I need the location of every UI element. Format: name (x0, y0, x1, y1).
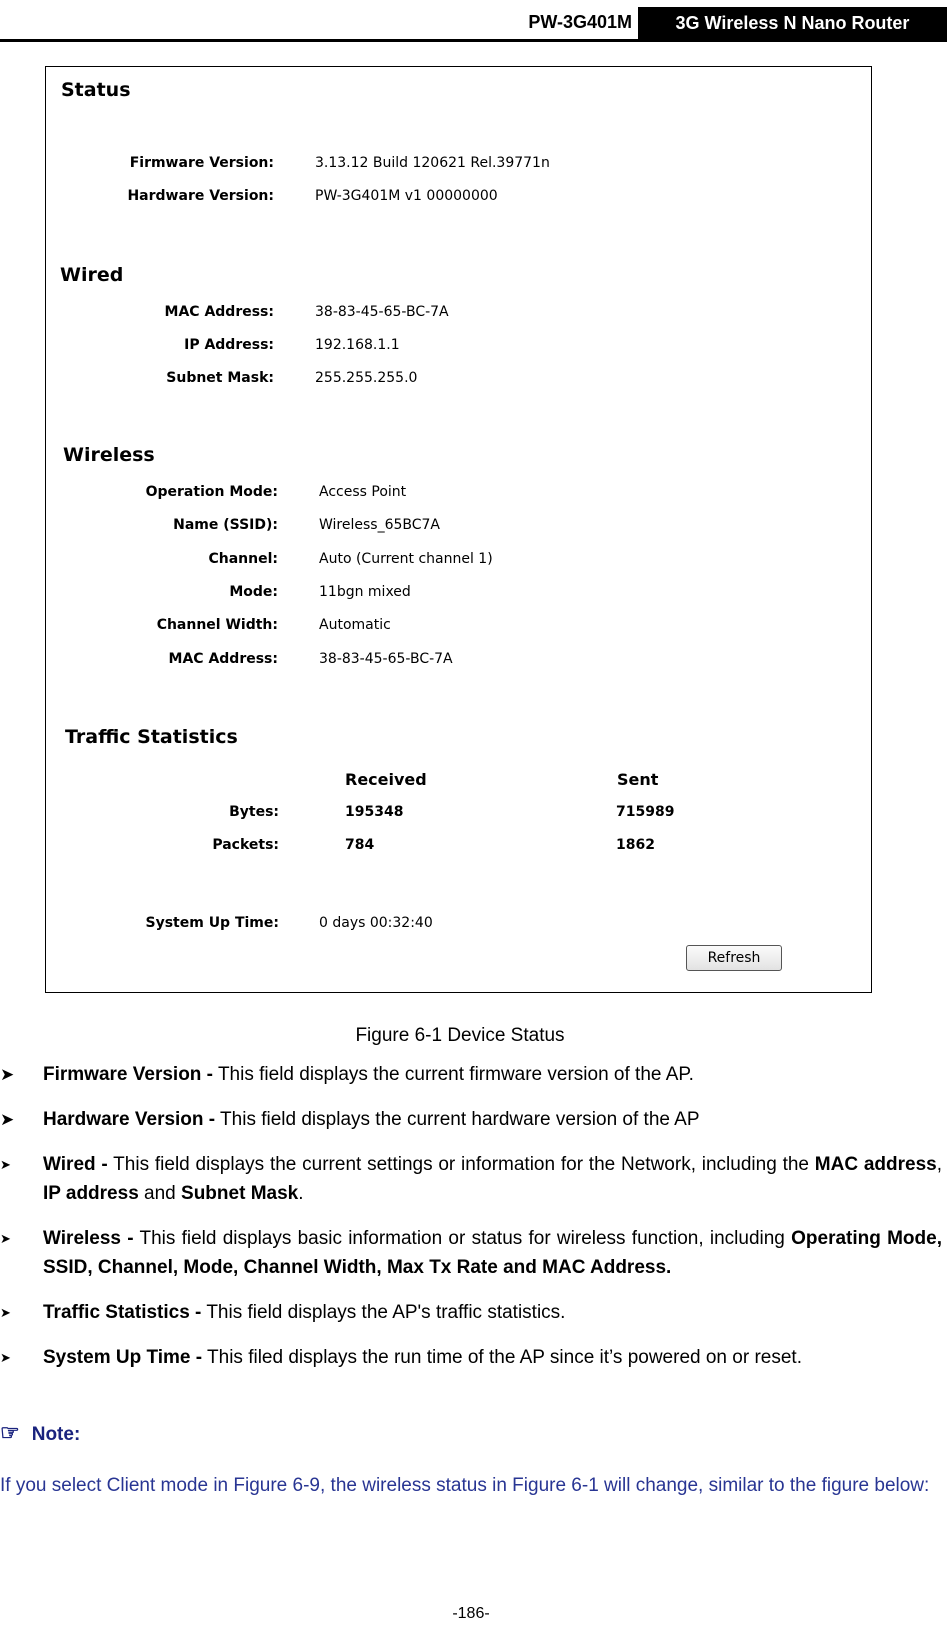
wireless-op-mode-value: Access Point (319, 484, 407, 500)
header-product: 3G Wireless N Nano Router (638, 7, 947, 39)
arrow-bullet-icon: ➤ (0, 1065, 15, 1084)
traffic-bytes-sent: 715989 (616, 804, 675, 820)
status-section-title: Status (61, 79, 131, 101)
firmware-version-value: 3.13.12 Build 120621 Rel.39771n (315, 155, 550, 171)
traffic-received-header: Received (345, 770, 427, 789)
note-heading (0, 1420, 80, 1446)
page-header (0, 0, 947, 42)
bullet-text: This field displays the current hardware version of the AP (215, 1109, 700, 1130)
wireless-mac-value: 38-83-45-65-BC-7A (319, 651, 453, 667)
list-item (0, 1150, 942, 1208)
refresh-button[interactable]: Refresh (686, 945, 782, 971)
arrow-bullet-icon: ➤ (0, 1305, 11, 1320)
header-model: PW-3G401M (528, 12, 632, 32)
page-number: -186- (452, 1605, 490, 1622)
traffic-section-title: Traffic Statistics (65, 726, 238, 748)
traffic-packets-sent: 1862 (616, 837, 655, 853)
bullet-text: This filed displays the run time of the AP since it’s powered on or reset. (202, 1347, 802, 1368)
hardware-version-value: PW-3G401M v1 00000000 (315, 188, 498, 204)
bullet-term: Wireless - (43, 1228, 134, 1249)
bullet-text: This field displays the AP's traffic statistics. (201, 1302, 566, 1323)
wireless-mode-label: Mode: (229, 584, 278, 600)
hardware-version-label: Hardware Version: (127, 188, 274, 204)
list-item (0, 1105, 942, 1134)
bullet-text: This field displays the current settings or information for the Network, including the (107, 1154, 815, 1175)
wireless-channel-value: Auto (Current channel 1) (319, 551, 493, 567)
bullet-end: . (298, 1183, 304, 1204)
wireless-mode-value: 11bgn mixed (319, 584, 411, 600)
wireless-ssid-label: Name (SSID): (173, 517, 278, 533)
wireless-section-title: Wireless (63, 444, 155, 466)
bullet-term: System Up Time - (43, 1347, 203, 1368)
bullet-term-mac: MAC address (814, 1154, 937, 1175)
traffic-packets-received: 784 (345, 837, 375, 853)
wireless-width-label: Channel Width: (156, 617, 278, 633)
arrow-bullet-icon: ➤ (0, 1231, 11, 1246)
figure-caption: Figure 6-1 Device Status (355, 1025, 565, 1046)
wireless-op-mode-label: Operation Mode: (145, 484, 278, 500)
field-description-list (0, 1060, 942, 1388)
bullet-sep: and (138, 1183, 182, 1204)
header-rule (0, 39, 947, 42)
bullet-sep: , (936, 1154, 942, 1175)
traffic-bytes-label: Bytes: (229, 804, 279, 820)
wireless-ssid-value: Wireless_65BC7A (319, 517, 441, 533)
arrow-bullet-icon: ➤ (0, 1110, 15, 1129)
wired-mac-label: MAC Address: (164, 304, 274, 320)
wired-mac-value: 38-83-45-65-BC-7A (315, 304, 449, 320)
traffic-packets-label: Packets: (212, 837, 279, 853)
wired-ip-label: IP Address: (184, 337, 274, 353)
wired-section-title: Wired (60, 264, 124, 286)
list-item (0, 1060, 942, 1089)
bullet-text: This field displays basic information or status for wireless function, including (133, 1228, 792, 1249)
bullet-term: Firmware Version - (43, 1064, 214, 1085)
list-item (0, 1298, 942, 1327)
uptime-value: 0 days 00:32:40 (319, 915, 433, 931)
arrow-bullet-icon: ➤ (0, 1157, 11, 1172)
list-item (0, 1224, 942, 1282)
traffic-sent-header: Sent (617, 770, 659, 789)
note-label: Note: (31, 1424, 81, 1445)
device-status-panel (45, 66, 872, 993)
uptime-label: System Up Time: (145, 915, 279, 931)
note-text: If you select Client mode in Figure 6-9, the wireless status in Figure 6-1 will change, similar to the figure below: (0, 1475, 930, 1496)
list-item (0, 1343, 942, 1372)
bullet-term: Wired - (43, 1154, 108, 1175)
arrow-bullet-icon: ➤ (0, 1350, 11, 1365)
bullet-term: Hardware Version - (43, 1109, 216, 1130)
bullet-term-ip: IP address (43, 1183, 139, 1204)
wireless-width-value: Automatic (319, 617, 391, 633)
wireless-channel-label: Channel: (208, 551, 278, 567)
pointing-hand-icon: ☞ (0, 1420, 20, 1445)
wired-ip-value: 192.168.1.1 (315, 337, 400, 353)
bullet-term-mask: Subnet Mask (181, 1183, 299, 1204)
traffic-bytes-received: 195348 (345, 804, 404, 820)
wireless-mac-label: MAC Address: (168, 651, 278, 667)
wired-mask-label: Subnet Mask: (166, 370, 274, 386)
wired-mask-value: 255.255.255.0 (315, 370, 418, 386)
bullet-text: This field displays the current firmware version of the AP. (213, 1064, 694, 1085)
bullet-term-items: Operating Mode, SSID, Channel, Mode, Channel Width, Max Tx Rate and MAC Address. (43, 1228, 942, 1278)
bullet-term: Traffic Statistics - (43, 1302, 202, 1323)
firmware-version-label: Firmware Version: (129, 155, 274, 171)
